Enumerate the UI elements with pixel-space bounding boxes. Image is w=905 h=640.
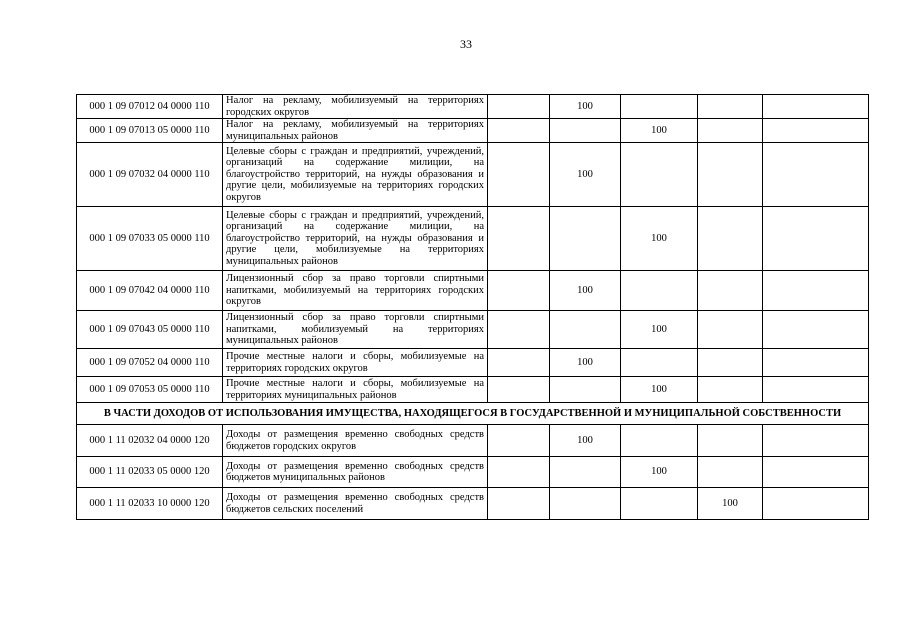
share-cell (488, 311, 550, 349)
share-cell (488, 457, 550, 488)
budget-code: 000 1 09 07043 05 0000 110 (77, 311, 223, 349)
table-row (77, 119, 869, 143)
share-cell (763, 95, 869, 119)
table-row (77, 271, 869, 311)
share-cell (763, 488, 869, 520)
budget-table (76, 94, 869, 520)
section-heading: В ЧАСТИ ДОХОДОВ ОТ ИСПОЛЬЗОВАНИЯ ИМУЩЕСТВА, НАХОДЯЩЕГОСЯ В ГОСУДАРСТВЕННОЙ И МУНИЦИПАЛЬНОЙ СОБСТВЕННОСТИ (77, 403, 869, 425)
share-cell (763, 349, 869, 377)
table-row (77, 207, 869, 271)
budget-code: 000 1 11 02032 04 0000 120 (77, 425, 223, 457)
share-cell (621, 95, 698, 119)
budget-code: 000 1 09 07032 04 0000 110 (77, 143, 223, 207)
revenue-name: Прочие местные налоги и сборы, мобилизуемые на территориях городских округов (223, 349, 488, 377)
share-cell (621, 425, 698, 457)
share-cell (488, 143, 550, 207)
revenue-name: Налог на рекламу, мобилизуемый на территориях муниципальных районов (223, 119, 488, 143)
share-cell (763, 377, 869, 403)
budget-code: 000 1 09 07012 04 0000 110 (77, 95, 223, 119)
share-cell: 100 (621, 207, 698, 271)
share-cell (550, 207, 621, 271)
share-cell (550, 377, 621, 403)
share-cell (698, 349, 763, 377)
share-cell (550, 488, 621, 520)
budget-code: 000 1 09 07052 04 0000 110 (77, 349, 223, 377)
share-cell (488, 95, 550, 119)
share-cell: 100 (621, 457, 698, 488)
table-row (77, 143, 869, 207)
share-cell: 100 (550, 143, 621, 207)
revenue-name: Налог на рекламу, мобилизуемый на территориях городских округов (223, 95, 488, 119)
revenue-name: Доходы от размещения временно свободных средств бюджетов городских округов (223, 425, 488, 457)
share-cell (698, 143, 763, 207)
share-cell (698, 457, 763, 488)
revenue-name: Целевые сборы с граждан и предприятий, учреждений, организаций на содержание милиции, на благоустройство территорий, на нужды образования и другие цели, мобилизуемые на территориях городских округов (223, 143, 488, 207)
share-cell: 100 (621, 119, 698, 143)
share-cell (763, 207, 869, 271)
share-cell (488, 425, 550, 457)
share-cell (763, 271, 869, 311)
share-cell: 100 (550, 349, 621, 377)
share-cell (763, 425, 869, 457)
share-cell (763, 457, 869, 488)
share-cell: 100 (621, 311, 698, 349)
revenue-name: Целевые сборы с граждан и предприятий, учреждений, организаций на содержание милиции, на благоустройство территорий, на нужды образования и другие цели, мобилизуемые на территориях муниципальных районов (223, 207, 488, 271)
budget-code: 000 1 09 07013 05 0000 110 (77, 119, 223, 143)
share-cell (763, 311, 869, 349)
share-cell (698, 207, 763, 271)
share-cell (698, 271, 763, 311)
share-cell (698, 425, 763, 457)
table-row (77, 457, 869, 488)
revenue-name: Доходы от размещения временно свободных средств бюджетов муниципальных районов (223, 457, 488, 488)
table-row (77, 488, 869, 520)
share-cell (488, 271, 550, 311)
share-cell (621, 143, 698, 207)
budget-code: 000 1 09 07053 05 0000 110 (77, 377, 223, 403)
share-cell (621, 488, 698, 520)
share-cell (550, 311, 621, 349)
revenue-name: Лицензионный сбор за право торговли спиртными напитками, мобилизуемый на территориях городских округов (223, 271, 488, 311)
share-cell: 100 (550, 95, 621, 119)
budget-code: 000 1 11 02033 10 0000 120 (77, 488, 223, 520)
budget-code: 000 1 09 07042 04 0000 110 (77, 271, 223, 311)
share-cell (763, 119, 869, 143)
share-cell (488, 119, 550, 143)
share-cell (488, 377, 550, 403)
table-row (77, 349, 869, 377)
revenue-name: Прочие местные налоги и сборы, мобилизуемые на территориях муниципальных районов (223, 377, 488, 403)
revenue-name: Лицензионный сбор за право торговли спиртными напитками, мобилизуемый на территориях муниципальных районов (223, 311, 488, 349)
share-cell (550, 119, 621, 143)
share-cell: 100 (550, 425, 621, 457)
share-cell (698, 377, 763, 403)
page-number: 33 (460, 37, 472, 51)
share-cell (621, 271, 698, 311)
share-cell: 100 (621, 377, 698, 403)
budget-code: 000 1 09 07033 05 0000 110 (77, 207, 223, 271)
share-cell (550, 457, 621, 488)
section-heading-row (77, 403, 869, 425)
share-cell (698, 311, 763, 349)
revenue-name: Доходы от размещения временно свободных средств бюджетов сельских поселений (223, 488, 488, 520)
share-cell: 100 (698, 488, 763, 520)
share-cell (488, 349, 550, 377)
share-cell (763, 143, 869, 207)
share-cell (488, 488, 550, 520)
share-cell (621, 349, 698, 377)
budget-code: 000 1 11 02033 05 0000 120 (77, 457, 223, 488)
share-cell (488, 207, 550, 271)
share-cell (698, 119, 763, 143)
table-row (77, 377, 869, 403)
share-cell: 100 (550, 271, 621, 311)
share-cell (698, 95, 763, 119)
table-row (77, 425, 869, 457)
table-row (77, 95, 869, 119)
table-row (77, 311, 869, 349)
